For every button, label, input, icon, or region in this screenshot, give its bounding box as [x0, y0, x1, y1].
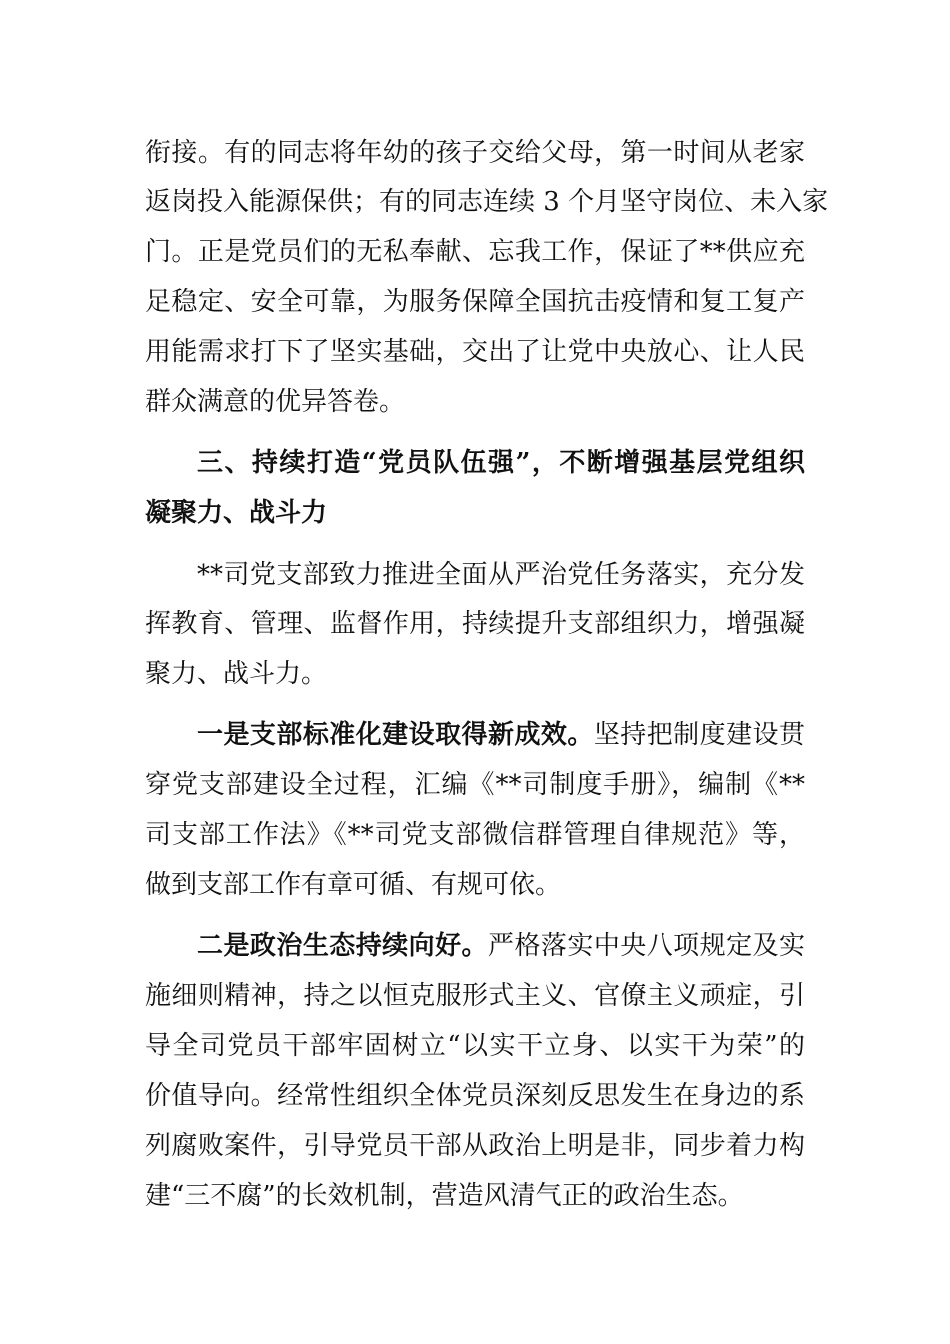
- paragraph-text: 严格落实中央八项规定及实: [488, 931, 805, 961]
- paragraph-line: **司党支部致力推进全面从严治党任务落实，充分发: [197, 560, 805, 590]
- paragraph-line: 建“三不腐”的长效机制，营造风清气正的政治生态。: [145, 1181, 744, 1211]
- section-heading: 三、持续打造“党员队伍强”，不断增强基层党组织: [197, 448, 805, 478]
- paragraph-lead: 一是支部标准化建设取得新成效。: [197, 720, 594, 750]
- paragraph-line: 做到支部工作有章可循、有规可依。: [145, 870, 562, 900]
- paragraph-line: 导全司党员干部牢固树立“以实干立身、以实干为荣”的: [145, 1031, 805, 1061]
- paragraph-text: 坚持把制度建设贯: [593, 720, 805, 750]
- paragraph-line: 挥教育、管理、监督作用，持续提升支部组织力，增强凝: [145, 609, 805, 639]
- paragraph-line: 施细则精神，持之以恒克服形式主义、官僚主义顽症，引: [145, 981, 805, 1011]
- paragraph-line: 司支部工作法》《**司党支部微信群管理自律规范》等，: [145, 820, 805, 850]
- paragraph-line: 足稳定、安全可靠，为服务保障全国抗击疫情和复工复产: [145, 287, 805, 317]
- paragraph-line: 返岗投入能源保供；有的同志连续 3 个月坚守岗位、未入家: [145, 187, 829, 217]
- section-heading: 凝聚力、战斗力: [145, 498, 328, 528]
- paragraph-line: 穿党支部建设全过程，汇编《**司制度手册》，编制《**: [145, 770, 805, 800]
- paragraph-line: 群众满意的优异答卷。: [145, 387, 406, 417]
- paragraph-line: 价值导向。经常性组织全体党员深刻反思发生在身边的系: [145, 1081, 805, 1111]
- paragraph-line: 列腐败案件，引导党员干部从政治上明是非，同步着力构: [145, 1131, 805, 1161]
- paragraph-line: [197, 929, 805, 963]
- paragraph-line: 用能需求打下了坚实基础，交出了让党中央放心、让人民: [145, 337, 805, 367]
- paragraph-line: 衔接。有的同志将年幼的孩子交给父母，第一时间从老家: [145, 138, 805, 168]
- paragraph-line: [197, 718, 805, 752]
- paragraph-lead: 二是政治生态持续向好。: [197, 931, 488, 961]
- paragraph-line: 门。正是党员们的无私奉献、忘我工作，保证了**供应充: [145, 237, 805, 267]
- paragraph-line: 聚力、战斗力。: [145, 659, 328, 689]
